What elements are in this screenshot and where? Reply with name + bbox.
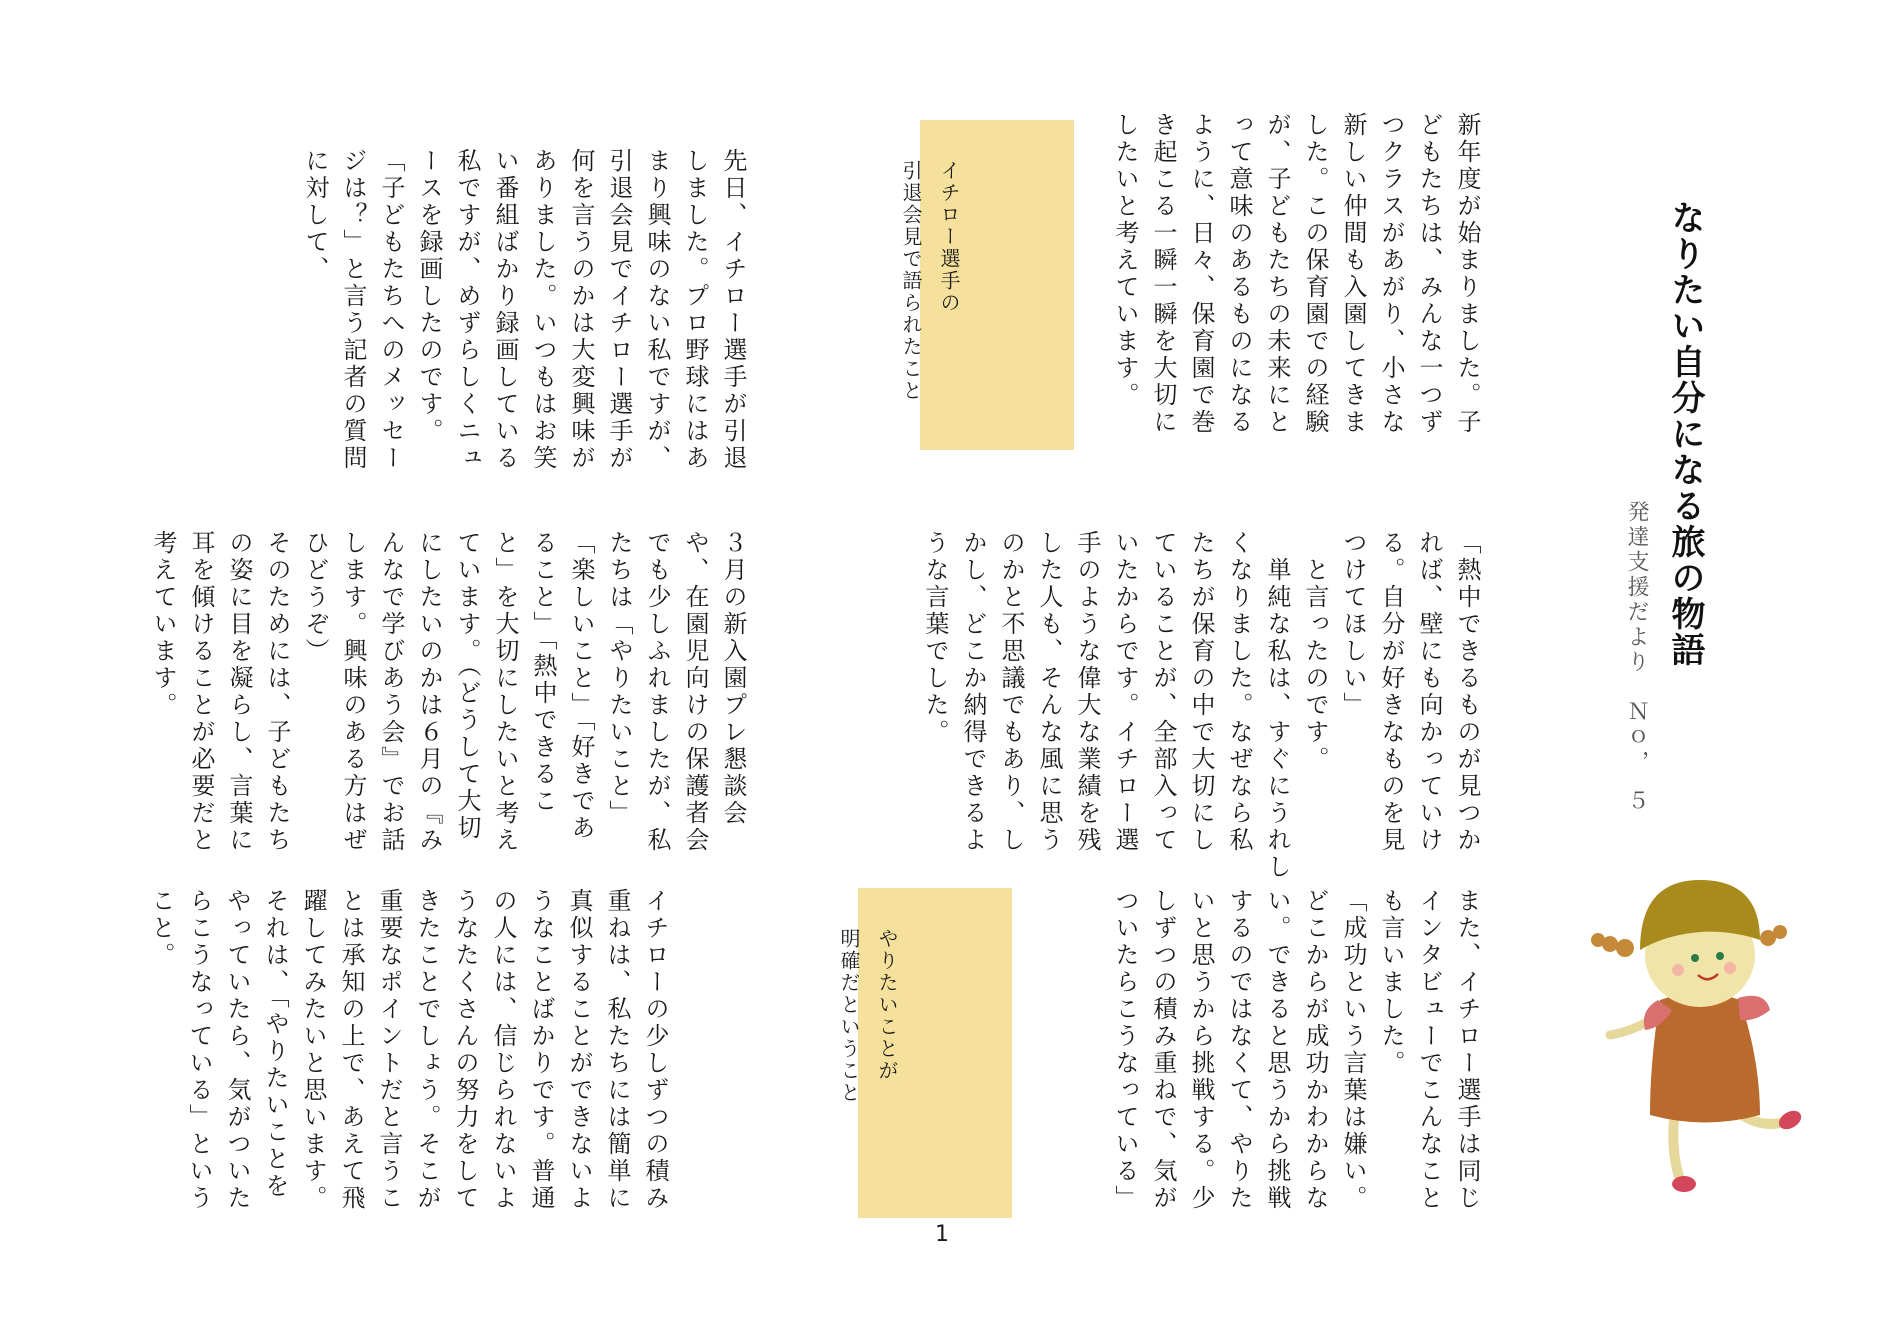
- section-heading-box-1: [899, 120, 1074, 450]
- values-paragraph: ３月の新入園プレ懇談会 や、在園児向けの保護者会 でも少しふれましたが、私 たちは「やりたいこと」 「楽しいこと」「好きであ ること」「熱中できるこ と」を大切にしたいと考え ています。（どうして大切 にしたいのかは６月の『み んなで学びあう会』でお話 します。興味のある方はぜ ひどうぞ） そのためには、子どもたち の姿に目を凝らし、言葉に 耳を傾けることが必要だと 考えています。: [149, 530, 747, 854]
- section-heading-1: イチロー選手の 引退会見で語られたこと: [899, 160, 961, 402]
- girl-illustration: [1580, 860, 1820, 1200]
- ichiro-retirement-paragraph: 先日、イチロー選手が引退 しました。プロ野球にはあ まり興味のない私ですが、 引退会見でイチロー選手が 何を言うのかは大変興味が ありました。いつもはお笑 い番組ばかり録画している 私ですが、めずらしくニュ ースを録画したのです。 「子どもたちへのメッセー ジは？」と言う記者の質問 に対して、: [301, 148, 747, 472]
- success-quote-paragraph: また、イチロー選手は同じ インタビューでこんなこと も言いました。 「成功という言葉は嫌い。 どこからが成功かわからな い。できると思うから挑戦 するのではなくて、やりた いと思うから挑戦する。少 しずつの積み重ねで、気が ついたらこうなっている」: [1111, 888, 1481, 1212]
- quote-paragraph: 「熱中できるものが見つか れば、壁にも向かっていけ る。自分が好きなものを見 つけてほしい」 と言ったのです。 単純な私は、すぐにうれし くなりました。なぜなら私 たちが保育の中で大切にし ていることが、全部入って いたからです。イチロー選 手のような偉大な業績を残 した人も、そんな風に思う のかと不思議でもあり、し かし、どこか納得できるよ うな言葉でした。: [921, 530, 1481, 881]
- page-number: 1: [935, 1222, 949, 1247]
- intro-paragraph: 新年度が始まりました。子 どもたちは、みんな一つず つクラスがあがり、小さな 新しい仲間も入園してきま した。この保育園での経験 が、子どもたちの未来にと って意味のあるものになる ように、日々、保育園で巻 き起こる一瞬一瞬を大切に したいと考えています。: [1111, 112, 1481, 436]
- section-heading-box-2: [837, 888, 1012, 1218]
- newsletter-subtitle: 発達支援だより Ｎｏ， ５: [1624, 500, 1649, 814]
- section-heading-2: やりたいことが 明確だということ: [837, 928, 899, 1104]
- page-title: なりたい自分になる旅の物語: [1665, 200, 1705, 668]
- conclusion-paragraph: イチローの少しずつの積み 重ねは、私たちには簡単に 真似することができないよ うなことばかりです。普通 の人には、信じられないよ うなたくさんの努力をして きたことでしょう。そこが 重要なポイントだと言うこ とは承知の上で、あえて飛 躍してみたいと思います。 それは、「やりたいことを やっていたら、気がついた らこうなっている」という こと。: [147, 888, 669, 1212]
